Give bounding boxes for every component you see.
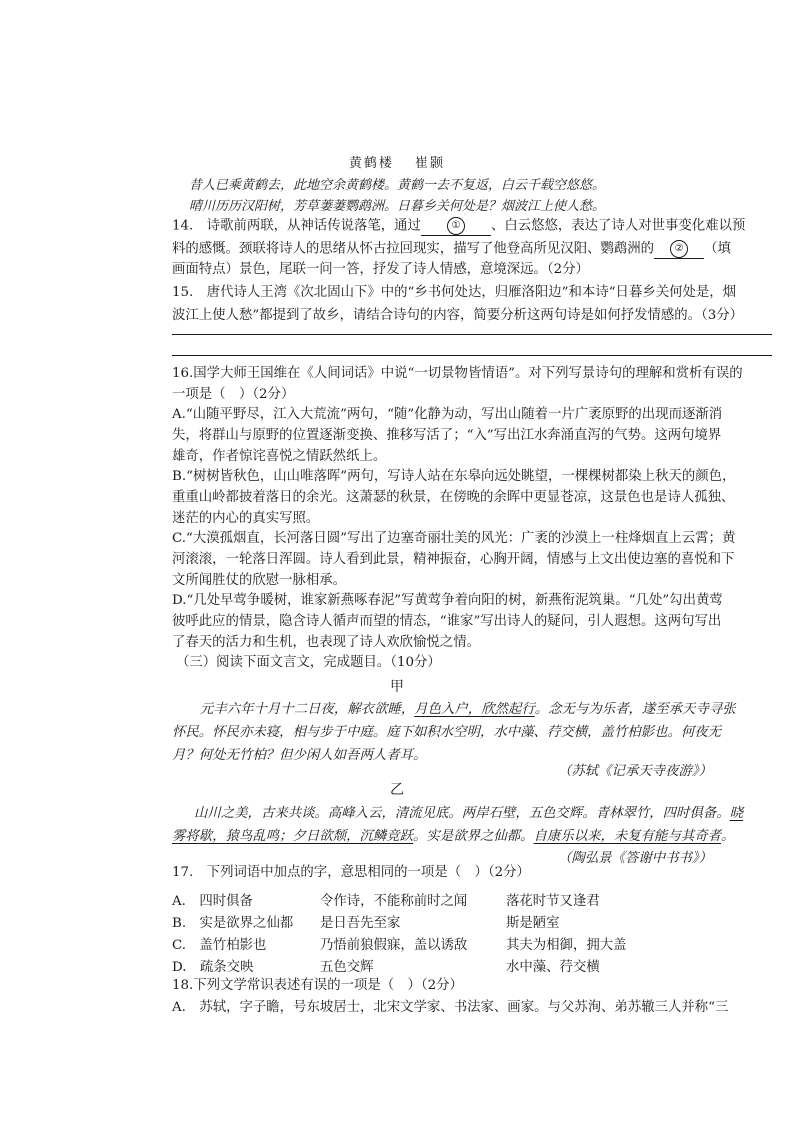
q14-text-c: 料的感慨。颈联将诗人的思绪从怀古拉回现实，描写了他登高所见汉阳、鹦鹉洲的 (172, 241, 655, 257)
question-15-line-1: 15. 唐代诗人王湾《次北固山下》中的“乡书何处达，归雁洛阳边”和本诗“日暮乡关何处是，烟 (172, 285, 737, 300)
yi-text-b: 。实是欲界之仙都。 (413, 829, 534, 844)
question-17-stem: 17. 下列词语中加点的字，意思相同的一项是（ ）（2分） (172, 865, 530, 880)
q17-c-col-1: C. 盖竹柏影也 (172, 938, 267, 953)
question-18-stem: 18.下列文学常识表述有误的一项是（ ）（2分） (172, 978, 463, 993)
passage-yi-line-2 (172, 825, 772, 844)
passage-jia-line-3: 月？何处无竹柏？但少闲人如吾两人者耳。 (172, 748, 427, 763)
q17-d-col-3: 水中藻、荇交横 (506, 960, 600, 975)
q17-a-col-2: 令作诗，不能称前时之闻 (320, 894, 468, 909)
blank-marker-2: ② (670, 240, 688, 258)
question-14-line-3: 画面特点）景色，尾联一问一答，抒发了诗人情感，意境深远。（2分） (172, 262, 589, 277)
passage-jia-line-2: 怀民。怀民亦未寝，相与步于中庭。庭下如积水空明，水中藻、荇交横，盖竹柏影也。何夜无 (172, 725, 722, 740)
q16-option-c-2: 河滚滚，一轮落日浑圆。诗人看到此景，精神振奋，心胸开阔，情感与上文出使边塞的喜悦和下 (172, 552, 735, 567)
q16-option-d-2: 彼呼此应的情景，隐含诗人循声而望的情态，“谁家”写出诗人的疑问，引人遐想。这两句写出 (172, 614, 722, 629)
q14-blank-2 (654, 240, 704, 259)
poem-line-2: 晴川历历汉阳树，芳草萋萋鹦鹉洲。日暮乡关何处是？烟波江上使人愁。 (188, 199, 605, 214)
q14-blank-1 (421, 217, 491, 236)
question-14-line-1 (172, 217, 772, 236)
yi-underlined-2: 雾将歇，猿鸟乱鸣；夕日欲颓，沉鳞竞跃 (172, 829, 414, 844)
q17-b-col-3: 斯是陋室 (506, 916, 560, 931)
yi-text-a: 山川之美，古来共谈。高峰入云，清流见底。两岸石壁，五色交辉。青林翠竹，四时俱备。 (194, 806, 730, 821)
section-3-heading: （三）阅读下面文言文，完成题目。（10分） (176, 655, 441, 670)
q17-c-col-3: 其夫为相御，拥大盖 (506, 938, 627, 953)
q16-option-b-2: 重重山岭都披着落日的余光。这萧瑟的秋景，在傍晚的余晖中更显苍凉，这景色也是诗人孤独、 (172, 490, 735, 505)
poem-line-1: 昔人已乘黄鹤去，此地空余黄鹤楼。黄鹤一去不复返，白云千载空悠悠。 (188, 178, 605, 193)
blank-marker-1: ① (447, 217, 465, 235)
question-15-line-2: 波江上使人愁”都提到了故乡，请结合诗句的内容，简要分析这两句诗是如何抒发情感的。（3分） (172, 308, 744, 323)
q17-b-col-1: B. 实是欲界之仙都 (172, 916, 294, 931)
yi-underlined-3: 自康乐以来，未复有能与其奇者 (533, 829, 722, 844)
yi-text-c: 。 (721, 829, 735, 844)
q17-d-col-1: D. 疏条交映 (172, 960, 254, 975)
poem-title: 黄鹤楼 崔颢 (348, 156, 446, 171)
q14-text-b: 、白云悠悠，表达了诗人对世事变化难以预 (490, 218, 746, 234)
q16-option-b-3: 迷茫的内心的真实写照。 (172, 511, 320, 526)
q18-option-a: A. 苏轼，字子瞻，号东坡居士，北宋文学家、书法家、画家。与父苏洵、弟苏辙三人并称“三 (172, 1000, 729, 1015)
q17-c-col-2: 乃悟前狼假寐，盖以诱敌 (320, 938, 468, 953)
answer-line-2 (172, 355, 772, 356)
passage-jia-source: （苏轼《记承天寺夜游》） (558, 764, 712, 779)
q17-d-col-2: 五色交辉 (320, 960, 374, 975)
passage-jia-label: 甲 (390, 679, 404, 695)
passage-yi-label: 乙 (390, 782, 404, 798)
passage-yi-line-1 (194, 802, 774, 821)
q16-option-c-1: C.“大漠孤烟直，长河落日圆”写出了边塞奇丽壮美的风光：广袤的沙漠上一柱烽烟直上云霄；黄 (172, 531, 736, 546)
q17-a-col-3: 落花时节又逢君 (506, 894, 600, 909)
q16-option-a-1: A.“山随平野尽，江入大荒流”两句，“随”化静为动，写出山随着一片广袤原野的出现而逐渐消 (172, 407, 723, 422)
q17-b-col-2: 是日吾先至家 (320, 916, 401, 931)
question-16-line-1: 16.国学大师王国维在《人间词话》中说“一切景物皆情语”。对下列写景诗句的理解和赏析有误的 (172, 366, 743, 381)
question-16-line-2: 一项是（ ）（2分） (172, 387, 295, 402)
q16-option-d-3: 了春天的活力和生机，也表现了诗人欢欣愉悦之情。 (172, 635, 480, 650)
jia-text-a: 元丰六年十月十二日夜，解衣欲睡， (200, 702, 415, 717)
question-14-line-2 (172, 240, 772, 259)
passage-jia-line-1 (200, 698, 770, 717)
q16-option-a-3: 雄奇，作者惊诧喜悦之情跃然纸上。 (172, 449, 387, 464)
q16-option-c-3: 文所闻胜仗的欣慰一脉相承。 (172, 573, 347, 588)
yi-underlined-1: 晓 (729, 806, 744, 821)
jia-text-b: 。念无与为乐者，遂至承天寺寻张 (534, 702, 736, 717)
q17-a-col-1: A. 四时俱备 (172, 894, 253, 909)
q14-text-a: 14. 诗歌前两联，从神话传说落笔，通过 (172, 218, 421, 234)
q16-option-d-1: D.“几处早莺争暖树，谁家新燕啄春泥”写黄莺争着向阳的树，新燕衔泥筑巢。“几处”勾出黄莺 (172, 593, 723, 608)
q14-text-d: （填 (704, 241, 731, 257)
jia-underlined-phrase: 月色入户，欣然起行 (414, 702, 535, 717)
answer-line-1 (172, 334, 772, 335)
passage-yi-source: （陶弘景《答谢中书书》） (558, 851, 712, 866)
q16-option-b-1: B.“树树皆秋色，山山唯落晖”两句，写诗人站在东皋向远处眺望，一棵棵树都染上秋天的颜色， (172, 469, 736, 484)
q16-option-a-2: 失，将群山与原野的位置逐渐变换、推移写活了；“入”写出江水奔涌直泻的气势。这两句境界 (172, 428, 722, 443)
